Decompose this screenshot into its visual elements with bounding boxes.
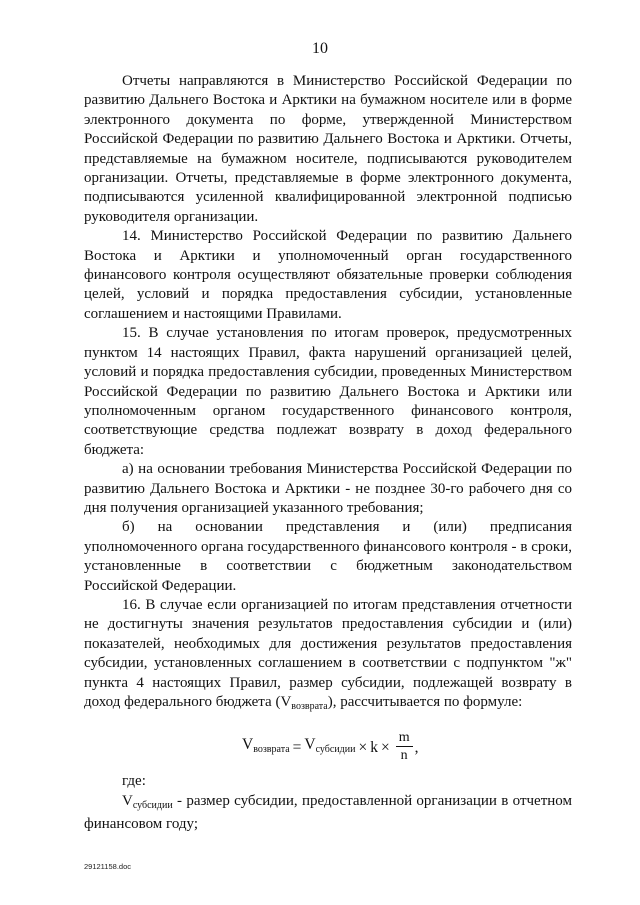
document-body (84, 72, 572, 835)
formula-rhs-subsidy: $V_{субсидии}$ (304, 736, 356, 756)
definition-v-subsidy (84, 792, 572, 835)
return-formula (84, 722, 572, 768)
definition-symbol: $V_{субсидии}$ (122, 792, 173, 811)
formula-fraction (396, 730, 413, 764)
formula-k: k (370, 738, 378, 756)
definition-text: размер субсидии, предоставленной организации в отчетном финансовом году; (84, 792, 573, 833)
paragraph-15-a: а) на основании требования Министерства Российской Федерации по развитию Дальнего Востока и Арктики - не позднее 30-го рабочего дня со дня получения организацией указанного требования; (84, 461, 572, 516)
paragraph-14: 14. Министерство Российской Федерации по развитию Дальнего Востока и Арктики и уполномоченный орган государственного финансового контроля осуществляют обязательные проверки соблюдения целей, условий и порядка предоставления субсидии, установленные соглашением и настоящими Правилами. (84, 228, 572, 322)
paragraph-15-b: б) на основании представления и (или) предписания уполномоченного органа государственного финансового контроля - в сроки, установленные в соответствии с бюджетным законодательством Российской Федерации. (84, 519, 572, 594)
formula-equals: = (292, 738, 302, 756)
page-number: 10 (312, 40, 328, 57)
paragraph-15: 15. В случае установления по итогам проверок, предусмотренных пунктом 14 настоящих Правил, факта нарушений организацией целей, условий и порядка предоставления субсидии, проведенных Министерством Российской Федерации по развитию Дальнего Востока и Арктики или уполномоченным органом государственного финансового контроля, соответствующие средства подлежат возврату в доход федерального бюджета: (84, 325, 572, 458)
paragraph-16 (84, 596, 572, 716)
formula-lhs: $V_{возврата}$ (242, 736, 290, 756)
formula-times-1: × (358, 738, 368, 756)
where-label: где: (122, 773, 146, 790)
paragraph-16-tail: ), рассчитывается по формуле: (327, 694, 523, 710)
paragraph-16-subscript: возврата (291, 701, 328, 712)
formula-denominator: n (400, 748, 408, 764)
formula-times-2: × (380, 738, 390, 756)
formula-numerator: m (396, 730, 413, 747)
paragraph-reports: Отчеты направляются в Министерство Российской Федерации по развитию Дальнего Востока и Арктики на бумажном носителе или в форме электронного документа по форме, утвержденной Министерством Российской Федерации по развитию Дальнего Востока и Арктики. Отчеты, представляемые на бумажном носителе, подписываются руководителем организации. Отчеты, представляемые в форме электронного документа, подписываются усиленной квалифицированной электронной подписью руководителя организации. (84, 73, 572, 225)
definition-dash: - (172, 792, 187, 809)
paragraph-16-text: 16. В случае если организацией по итогам представления отчетности не достигнуты значения результатов предоставления субсидии и (или) показателей, необходимых для достижения результатов предоставления субсидии, установленных соглашением в соответствии с подпунктом "ж" пункта 4 настоящих Правил, размер субсидии, подлежащей возврату в доход федерального бюджета (V (84, 596, 572, 710)
formula-trailing-comma: , (414, 738, 419, 756)
footer-document-code: 29121158.doc (84, 862, 131, 871)
